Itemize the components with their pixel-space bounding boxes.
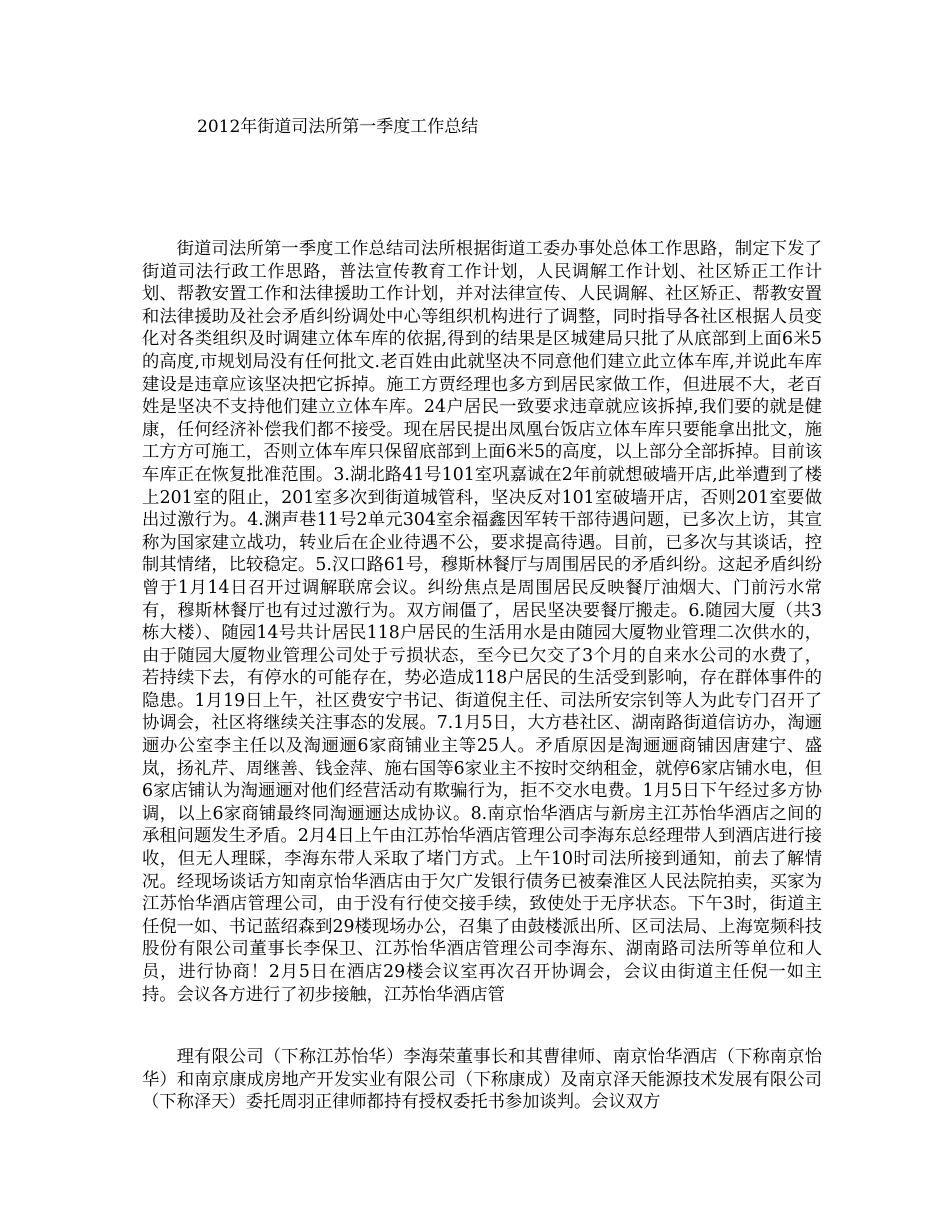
body-paragraph-1: 街道司法所第一季度工作总结司法所根据街道工委办事处总体工作思路，制定下发了街道司法行政工作思路，普法宣传教育工作计划，人民调解工作计划、社区矫正工作计划、帮教安置工作和法律援助工作计划，并对法律宣传、人民调解、社区矫正、帮教安置和法律援助及社会矛盾纠纷调处中心等组织机构进行了调整，同时指导各社区根据人员变化对各类组织及时调建立体车库的依据,得到的结果是区城建局只批了从底部到上面6米5的高度,市规划局没有任何批文.老百姓由此就坚决不同意他们建立此立体车库,并说此车库建设是违章应该坚决把它拆掉。施工方贾经理也多方到居民家做工作，但进展不大，老百姓是坚决不支持他们建立立体车库。24户居民一致要求违章就应该拆掉,我们要的就是健康，任何经济补偿我们都不接受。现在居民提出凤凰台饭店立体车库只要能拿出批文，施工方方可施工，否则立体车库只保留底部到上面6米5的高度，以上部分全部拆掉。目前该车库正在恢复批准范围。3.湖北路41号101室巩嘉诚在2年前就想破墙开店,此举遭到了楼上201室的阻止，201室多次到街道城管科，坚决反对101室破墙开店，否则201室要做出过激行为。4.渊声巷11号2单元304室余福鑫因军转干部待遇问题，已多次上访，其宣称为国家建立战功，转业后在企业待遇不公，要求提高待遇。目前，已多次与其谈话，控制其情绪，比较稳定。5.汉口路61号，穆斯林餐厅与周围居民的矛盾纠纷。这起矛盾纠纷曾于1月14日召开过调解联席会议。纠纷焦点是周围居民反映餐厅油烟大、门前污水常有，穆斯林餐厅也有过过激行为。双方闹僵了，居民坚决要餐厅搬走。6.随园大厦（共3栋大楼）、随园14号共计居民118户居民的生活用水是由随园大厦物业管理二次供水的，由于随园大厦物业管理公司处于亏损状态，至今已欠交了3个月的自来水公司的水费了，若持续下去，有停水的可能存在，势必造成118户居民的生活受到影响，存在群体事件的隐患。1月19日上午，社区费安宁书记、街道倪主任、司法所安宗钊等人为此专门召开了协调会，社区将继续关注事态的发展。7.1月5日，大方巷社区、湖南路街道信访办，淘逦逦办公室李主任以及淘逦逦6家商铺业主等25人。矛盾原因是淘逦逦商铺因唐建宁、盛岚，扬礼芹、周继善、钱金萍、施右国等6家业主不按时交纳租金，就停6家店铺水电，但6家店铺认为淘逦逦对他们经营活动有欺骗行为，拒不交水电费。1月5日下午经过多方协调，以上6家商铺最终同淘逦逦达成协议。8.南京怡华酒店与新房主江苏怡华酒店之间的承租问题发生矛盾。2月4日上午由江苏怡华酒店管理公司李海东总经理带人到酒店进行接收，但无人理睬，李海东带人采取了堵门方式。上午10时司法所接到通知，前去了解情况。经现场谈话方知南京怡华酒店由于欠广发银行债务已被秦淮区人民法院拍卖，买家为江苏怡华酒店管理公司，由于没有行使交接手续，致使处于无序状态。下午3时，街道主任倪一如、书记蓝绍森到29楼现场办公，召集了由鼓楼派出所、区司法局、上海宽频科技股份有限公司董事长李保卫、江苏怡华酒店管理公司李海东、湖南路司法所等单位和人员，进行协商！2月5日在酒店29楼会议室再次召开协调会，会议由街道主任倪一如主持。会议各方进行了初步接触，江苏怡华酒店管 (142, 239, 822, 1005)
document-title: 2012年街道司法所第一季度工作总结 (197, 117, 479, 137)
body-paragraph-2: 理有限公司（下称江苏怡华）李海荣董事长和其曹律师、南京怡华酒店（下称南京怡华）和南京康成房地产开发实业有限公司（下称康成）及南京泽天能源技术发展有限公司（下称泽天）委托周羽正律师都持有授权委托书参加谈判。会议双方 (142, 1047, 822, 1113)
